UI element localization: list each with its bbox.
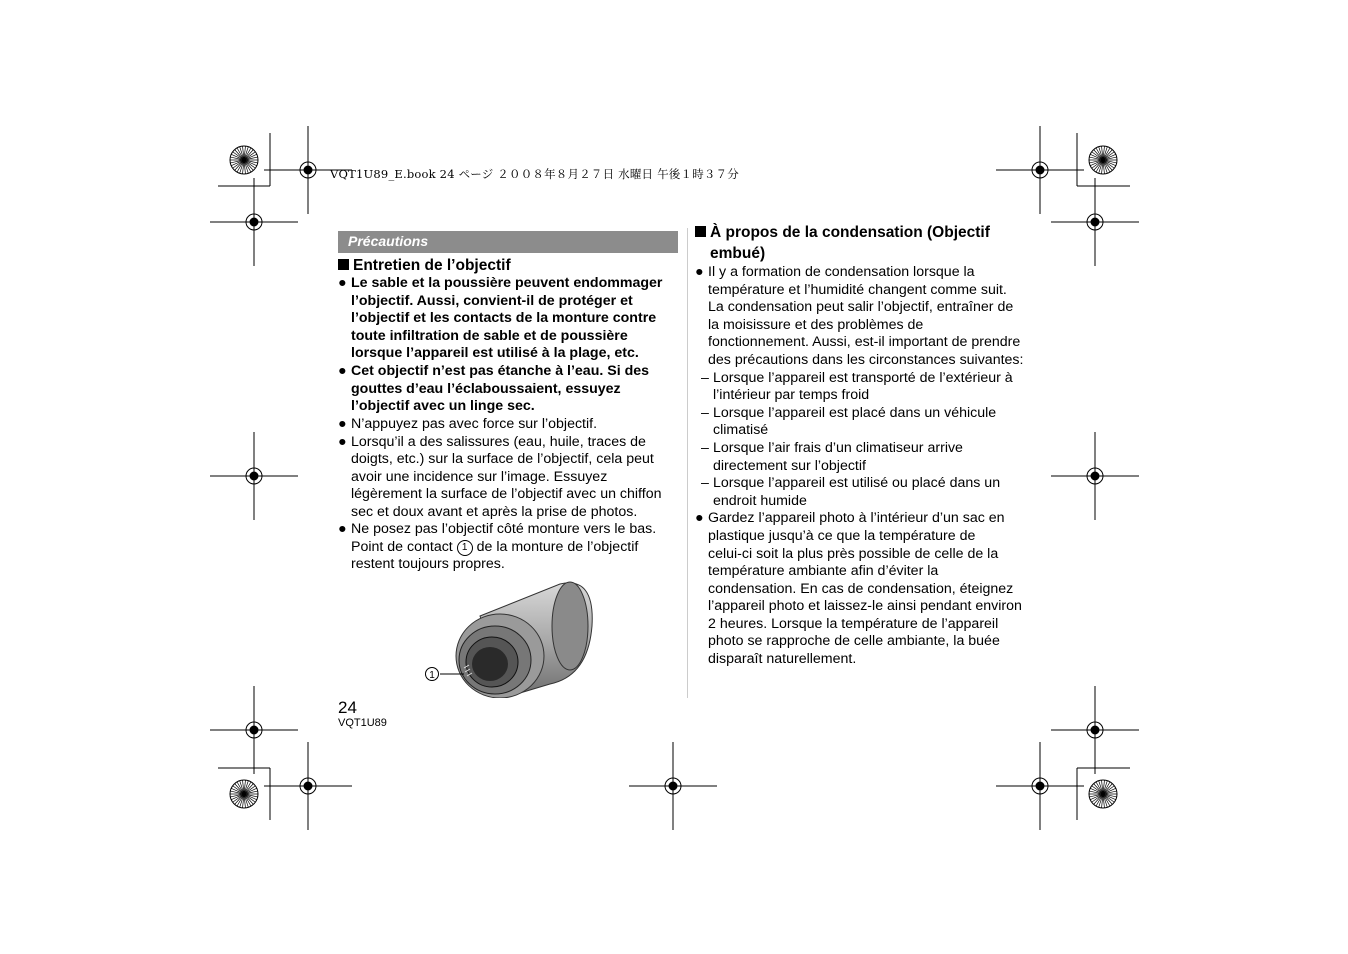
callout-1-icon: 1 [457,540,473,556]
bullet-icon: ● [695,510,704,527]
dash-icon: – [701,475,709,492]
lens-illustration [420,576,600,698]
condensation-content [695,264,1047,669]
care-list [338,416,683,522]
document-code: VQT1U89 [338,717,387,729]
bullet-icon: ● [695,264,704,280]
bullet-icon: ● [338,416,347,432]
bullet-icon: ● [338,362,347,379]
dash-icon: – [701,369,709,386]
circumstance-item: – Lorsque l’appareil est utilisé ou placé dans un endroit humide [701,475,1001,509]
warning-item: ● Cet objectif n’est pas étanche à l’eau. Si des gouttes d’eau l’éclaboussaient, essuyez l’objectif avec un linge sec. [338,362,650,415]
dash-icon: – [701,439,709,456]
page-number: 24 [338,698,357,717]
bullet-icon: ● [338,433,347,450]
care-item: ● N’appuyez pas avec force sur l’objectif. [338,416,598,432]
square-bullet-icon [338,259,349,270]
figure-callout-label: 1 [429,670,435,681]
dash-icon: – [701,404,709,421]
circumstance-item: – Lorsque l’air frais d’un climatiseur arrive directement sur l’objectif [701,439,963,474]
section-label: Précautions [348,233,429,249]
care-item: ● Lorsqu’il a des salissures (eau, huile, traces de doigts, etc.) sur la surface de l’objectif, cela peut avoir une incidence sur l’image. Essuyez légèrement la surface de l’objectif avec un chiffon sec et doux avant et après la prise de photos. [338,433,662,520]
section-label-bar [338,231,678,253]
condensation-advice: ● Gardez l’appareil photo à l’intérieur d’un sac en plastique jusqu’à ce que la température de celui-ci soit la plus près possible de celle de la température ambiante afin d’éviter la condensation. En cas de condensation, éteignez l’appareil photo et laissez-le ainsi pendant environ 2 heures. Lorsque la température de l’appareil photo se rapproche de celle ambiante, la buée disparaît naturellement. [695,510,1022,668]
condensation-intro: ● Il y a formation de condensation lorsque la température et l’humidité changent comme suit. La condensation peut salir l’objectif, entraîner de la moisissure et des problèmes de fonctionnement. Aussi, est-il important de prendre des précautions dans les circonstances suivantes: [695,264,1024,368]
right-heading: À propos de la condensation (Objectif embué) [695,222,990,264]
warning-item: ● Le sable et la poussière peuvent endommager l’objectif. Aussi, convient-il de protéger et l’objectif et les contacts de la monture contre toute infiltration de sable et de poussière lorsque l’appareil est utilisé à la plage, etc. [338,275,663,362]
circumstance-item: – Lorsque l’appareil est transporté de l’extérieur à l’intérieur par temps froid [701,369,1013,404]
column-divider [687,228,688,698]
left-heading: Entretien de l’objectif [338,255,511,276]
bold-warnings [338,275,683,416]
bullet-icon: ● [338,521,347,537]
bullet-icon: ● [338,275,347,291]
circumstance-item: – Lorsque l’appareil est placé dans un véhicule climatisé [701,404,997,439]
care-item-last: ● Ne posez pas l’objectif côté monture vers le bas. Point de contact 1 de la monture de l’objectif restent toujours propres. [338,521,657,573]
print-header: VQT1U89_E.book 24 ページ ２００８年８月２７日 水曜日 午後１時３７分 [330,167,740,181]
square-bullet-icon [695,226,706,237]
